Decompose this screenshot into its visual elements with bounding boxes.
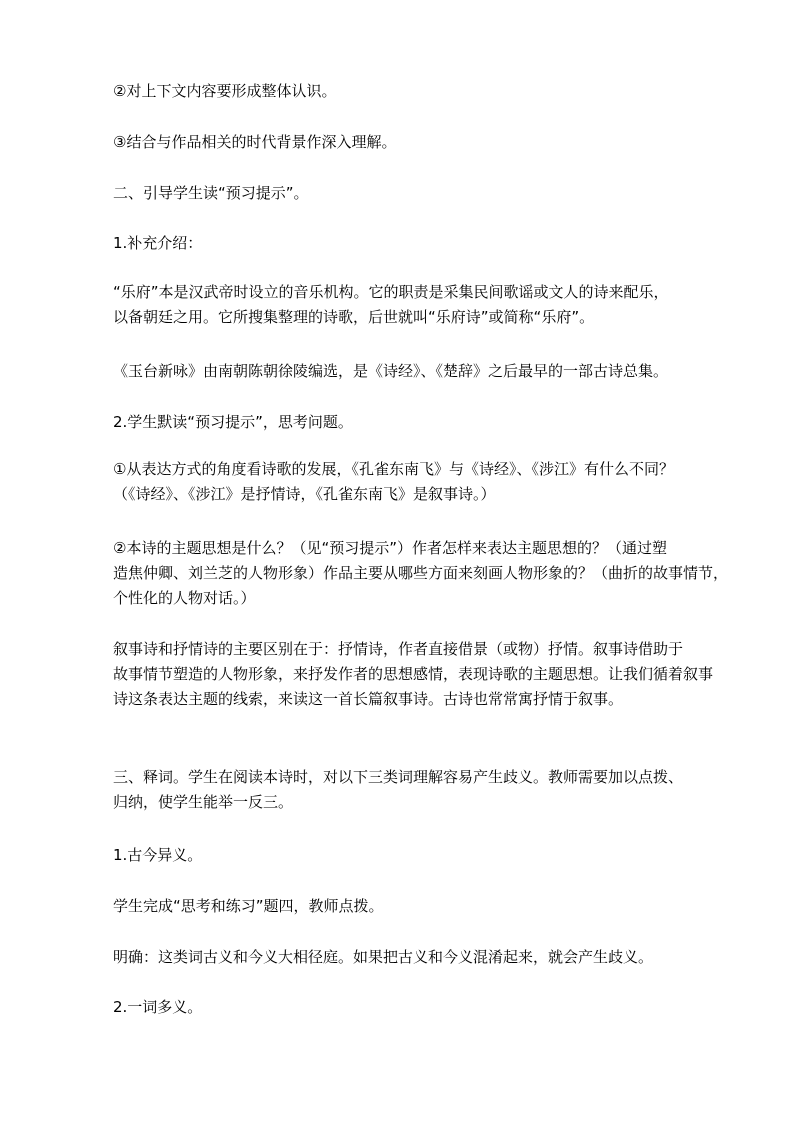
text-line: 2.一词多义。 <box>113 998 203 1016</box>
text-line: 以备朝廷之用。它所搜集整理的诗歌，后世就叫“乐府诗”或简称“乐府”。 <box>113 308 595 326</box>
section-heading-2 <box>113 181 713 206</box>
paragraph-question-1 <box>113 457 713 507</box>
text-line: ①从表达方式的角度看诗歌的发展，《孔雀东南飞》与《诗经》、《涉江》有什么不同？ <box>113 460 674 478</box>
text-line: 明确：这类词古义和今义大相径庭。如果把古义和今义混淆起来，就会产生歧义。 <box>113 948 654 966</box>
paragraph-exercise <box>113 894 713 919</box>
text-line: 二、引导学生读“预习提示”。 <box>113 184 309 202</box>
text-line: 故事情节塑造的人物形象，来抒发作者的思想感情，表现诗歌的主题思想。让我们循着叙事 <box>113 665 714 683</box>
subheading-read <box>113 410 713 435</box>
paragraph-2 <box>113 130 713 155</box>
text-line: 归纳，使学生能举一反三。 <box>113 793 294 811</box>
subheading-supplement <box>113 231 713 256</box>
paragraph-yuefu <box>113 280 713 330</box>
text-line: （《诗经》、《涉江》是抒情诗，《孔雀东南飞》是叙事诗。） <box>113 485 496 503</box>
text-line: 造焦仲卿、刘兰芝的人物形象）作品主要从哪些方面来刻画人物形象的？（曲折的故事情节， <box>113 564 729 582</box>
paragraph-question-2 <box>113 536 729 611</box>
text-line: “乐府”本是汉武帝时设立的音乐机构。它的职责是采集民间歌谣或文人的诗来配乐， <box>113 283 669 301</box>
text-line: 1.补充介绍： <box>113 234 203 252</box>
text-line: ③结合与作品相关的时代背景作深入理解。 <box>113 133 397 151</box>
text-line: 2.学生默读“预习提示”，思考问题。 <box>113 413 353 431</box>
paragraph-1 <box>113 79 713 104</box>
text-line: 《玉台新咏》由南朝陈朝徐陵编选，是《诗经》、《楚辞》之后最早的一部古诗总集。 <box>113 362 669 380</box>
text-line: ②对上下文内容要形成整体认识。 <box>113 82 337 100</box>
text-line: 学生完成“思考和练习”题四，教师点拨。 <box>113 897 384 915</box>
section-heading-3 <box>113 765 713 815</box>
text-line: 叙事诗和抒情诗的主要区别在于：抒情诗，作者直接借景（或物）抒情。叙事诗借助于 <box>113 640 684 658</box>
text-line: 个性化的人物对话。） <box>113 589 256 607</box>
text-line: 三、释词。学生在阅读本诗时，对以下三类词理解容易产生歧义。教师需要加以点拨、 <box>113 768 684 786</box>
text-line: 1.古今异义。 <box>113 846 203 864</box>
paragraph-narrative-lyric <box>113 637 713 712</box>
paragraph-clarify <box>113 945 713 970</box>
subheading-ancient-modern <box>113 843 713 868</box>
text-line: 诗这条表达主题的线索，来读这一首长篇叙事诗。古诗也常常寓抒情于叙事。 <box>113 690 624 708</box>
subheading-polysemy <box>113 995 713 1020</box>
paragraph-yutai <box>113 359 713 384</box>
text-line: ②本诗的主题思想是什么？（见“预习提示”）作者怎样来表达主题思想的？（通过塑 <box>113 539 667 557</box>
